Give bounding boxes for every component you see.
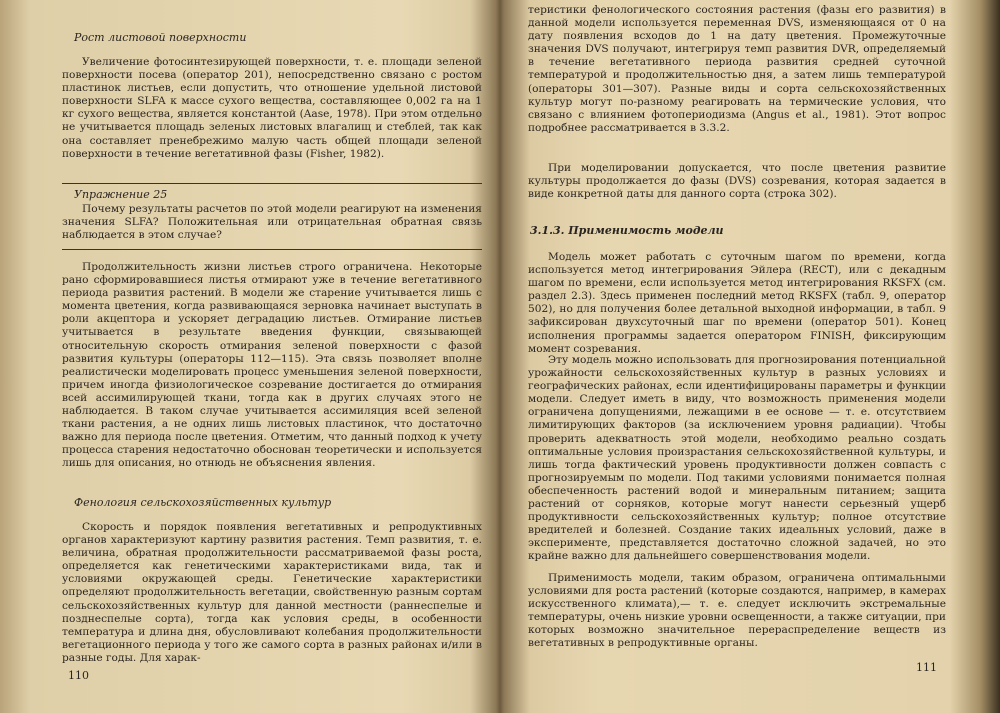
- paragraph-leaf-lifespan: Продолжительность жизни листьев строго ограничена. Некоторые рано сформировавшиеся листья отмирают уже в течение вегетативного периода развития растений. В модели же старение учитывается лишь с момента цветения, когда развивающаяся зерновка начинает выступать в роли акцептора и ускоряет деградацию листьев. Отмирание листьев учитывается в результате введения функции, связывающей относительную скорость отмирания зеленой поверхности с фазой развития культуры (операторы 112—115). Эта связь позволяет вполне реалистически моделировать процесс уменьшения зеленой поверхности, причем иногда физиологическое созревание достигается до отмирания всей ассимилирующей ткани, тогда как в других случаях этого не наблюдается. В таком случае учитывается ассимиляция всей зеленой ткани растения, а не одних лишь листовых пластинок, что достаточно важно для периода после цветения. Отметим, что данный подход к учету процесса старения недостаточно обоснован теоретически и используется лишь для описания, но отнюдь не объяснения явления.: [62, 261, 482, 470]
- left-page: [62, 0, 482, 713]
- section-heading-phenology: Фенология сельскохозяйственных культур: [74, 496, 332, 509]
- exercise-bottom-rule: [62, 249, 482, 250]
- exercise-top-rule: [62, 183, 482, 184]
- page-number-left: 110: [68, 669, 89, 682]
- section-heading-applicability: 3.1.3. Применимость модели: [530, 224, 724, 237]
- paragraph-leaf-area: Увеличение фотосинтезирующей поверхности, т. е. площади зеленой поверхности посева (оператор 201), непосредственно связано с ростом пластинок листьев, если допустить, что отношение удельной листовой поверхности SLFA к массе сухого вещества, составляющее 0,002 га на 1 кг сухого вещества, является константой (Aase, 1978). При этом отдельно не учитывается площадь зеленых листовых влагалищ и стеблей, так как она составляет пренебрежимо малую часть общей площади зеленой поверхности в течение вегетативной фазы (Fisher, 1982).: [62, 56, 482, 160]
- exercise-text: Почему результаты расчетов по этой модели реагируют на изменения значения SLFA? Положительная или отрицательная обратная связь наблюдается в этом случае?: [62, 203, 482, 242]
- page-number-right: 111: [916, 661, 937, 674]
- section-heading-leaf-area: Рост листовой поверхности: [74, 31, 247, 44]
- right-page: [528, 0, 946, 713]
- paragraph-after-flowering: При моделировании допускается, что после цветения развитие культуры продолжается до фазы (DVS) созревания, которая задается в виде конкретной даты для данного сорта (строка 302).: [528, 162, 946, 201]
- paragraph-phenology: Скорость и порядок появления вегетативных и репродуктивных органов характеризуют картину развития растения. Темп развития, т. е. величина, обратная продолжительности рассматриваемой фазы роста, определяется как генетическими характеристиками вида, так и условиями окружающей среды. Генетические характеристики определяют продолжительность вегетации, свойственную разным сортам сельскохозяйственных культур для данной местности (раннеспелые и позднеспелые сорта), тогда как условия среды, в особенности температура и длина дня, обусловливают колебания продолжительности вегетационного периода у того же самого сорта в разных районах и/или в разные годы. Для харак-: [62, 521, 482, 664]
- paragraph-phenology-continued: теристики фенологического состояния растения (фазы его развития) в данной модели используется переменная DVS, изменяющаяся от 0 на дату появления всходов до 1 на дату цветения. Промежуточные значения DVS получают, интегрируя темп развития DVR, определяемый в течение вегетативного периода развития средней суточной температурой и продолжительностью дня, а затем лишь температурой (операторы 301—307). Разные виды и сорта сельскохозяйственных культур могут по-разному реагировать на термические условия, что связано с влиянием фотопериодизма (Angus et al., 1981). Этот вопрос подробнее рассматривается в 3.3.2.: [528, 4, 946, 134]
- paragraph-limits: Применимость модели, таким образом, ограничена оптимальными условиями для роста растений (которые создаются, например, в камерах искусственного климата),— т. е. следует исключить экстремальные температуры, очень низкие уровни освещенности, а также ситуации, при которых возможно значительное перераспределение веществ из вегетативных в репродуктивные органы.: [528, 572, 946, 650]
- exercise-title: Упражнение 25: [74, 188, 168, 201]
- paragraph-model-use: Эту модель можно использовать для прогнозирования потенциальной урожайности сельскохозяйственных культур в разных условиях и географических районах, если идентифицированы параметры и функции модели. Следует иметь в виду, что возможность применения модели ограничена допущениями, лежащими в ее основе — т. е. отсутствием лимитирующих факторов (за исключением уровня радиации). Чтобы проверить адекватность этой модели, необходимо реально создать оптимальные условия произрастания сельскохозяйственной культуры, и лишь тогда фактический уровень продуктивности должен совпасть с прогнозируемым по модели. Под такими условиями понимается полная обеспеченность растений водой и минеральным питанием; защита растений от сорняков, которые могут нанести серьезный ущерб продуктивности сельскохозяйственных культур; полное отсутствие вредителей и болезней. Создание таких идеальных условий, даже в эксперименте, представляется достаточно сложной задачей, но это крайне важно для дальнейшего совершенствования модели.: [528, 354, 946, 563]
- paragraph-time-step: Модель может работать с суточным шагом по времени, когда используется метод интегрирования Эйлера (RECT), или с декадным шагом по времени, если используется метод интегрирования RKSFX (см. раздел 2.3). Здесь применен последний метод RKSFX (табл. 9, оператор 502), но для получения более детальной выходной информации, в табл. 9 зафиксирован двухсуточный шаг по времени (оператор 501). Конец исполнения программы задается оператором FINISH, фиксирующим момент созревания.: [528, 251, 946, 355]
